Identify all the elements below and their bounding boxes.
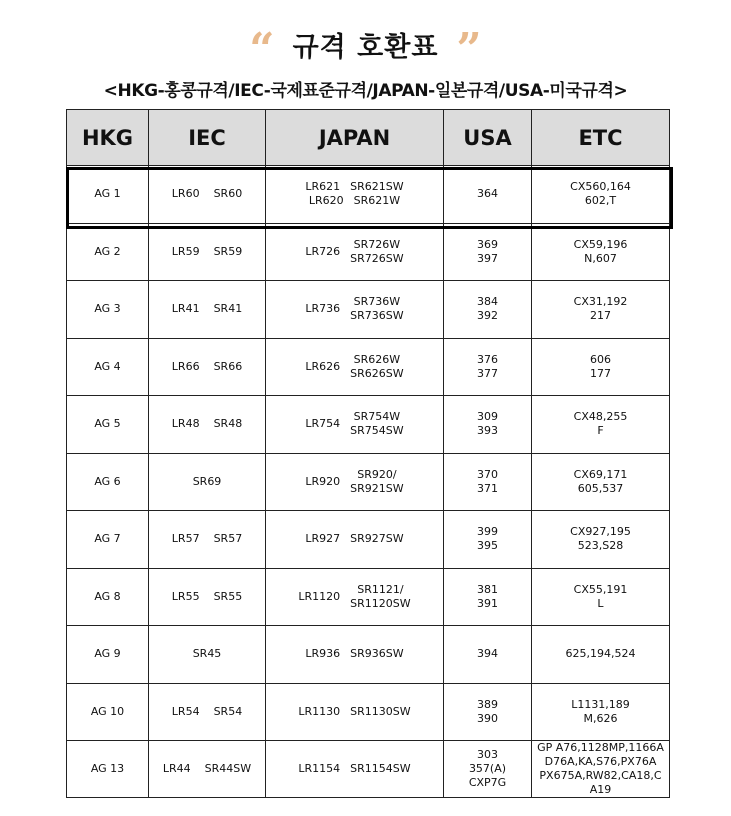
iec-code: SR41 — [213, 302, 243, 316]
cell-usa — [444, 166, 532, 224]
cell-usa — [444, 396, 532, 454]
japan-code: SR726SW — [350, 251, 404, 265]
etc-code: D76A,KA,S76,PX76A — [544, 755, 657, 768]
table-row — [67, 223, 670, 281]
japan-code: SR1121/ — [357, 582, 404, 596]
cell-iec — [149, 396, 266, 454]
usa-code: 392 — [477, 309, 498, 323]
usa-code: 395 — [477, 539, 498, 553]
cell-iec — [149, 626, 266, 684]
japan-code: SR936SW — [350, 647, 404, 661]
cell-hkg: AG 10 — [67, 683, 149, 741]
cell-hkg: AG 6 — [67, 453, 149, 511]
cell-usa — [444, 741, 532, 798]
cell-hkg: AG 3 — [67, 281, 149, 339]
cell-etc — [532, 741, 670, 798]
cell-hkg: AG 2 — [67, 223, 149, 281]
cell-hkg: AG 13 — [67, 741, 149, 798]
japan-code: SR736SW — [350, 309, 404, 323]
cell-usa — [444, 511, 532, 569]
iec-code: LR48 — [171, 417, 200, 431]
iec-code: SR60 — [213, 187, 243, 201]
etc-code: 602,T — [584, 194, 617, 208]
table-row — [67, 741, 670, 798]
japan-code: LR936 — [305, 647, 341, 661]
japan-code: SR626SW — [350, 366, 404, 380]
usa-code: 394 — [477, 647, 498, 661]
table-row — [67, 683, 670, 741]
etc-code: F — [597, 424, 604, 438]
cell-japan — [266, 223, 444, 281]
etc-code: 217 — [590, 309, 611, 323]
cell-hkg: AG 1 — [67, 166, 149, 224]
cell-japan — [266, 626, 444, 684]
usa-code: 376 — [477, 352, 498, 366]
cell-iec — [149, 453, 266, 511]
usa-code: 389 — [477, 697, 498, 711]
column-header-etc: ETC — [532, 110, 670, 166]
japan-code: LR621 — [305, 180, 341, 194]
japan-code: LR1130 — [298, 704, 341, 718]
iec-code: SR54 — [213, 704, 243, 718]
usa-code: 309 — [477, 410, 498, 424]
cell-iec — [149, 223, 266, 281]
usa-code: 381 — [477, 582, 498, 596]
page-subtitle: <HKG-홍콩규격/IEC-국제표준규격/JAPAN-일본규격/USA-미국규격> — [103, 81, 628, 101]
cell-etc — [532, 281, 670, 339]
etc-code: PX675A,RW82,CA18,C — [539, 769, 662, 782]
cell-usa — [444, 568, 532, 626]
cell-hkg: AG 8 — [67, 568, 149, 626]
page-header — [0, 22, 731, 75]
etc-code: M,626 — [583, 711, 618, 725]
table-row — [67, 511, 670, 569]
iec-code: LR59 — [171, 244, 200, 258]
iec-code: SR55 — [213, 589, 243, 603]
etc-code: CX560,164 — [570, 180, 631, 194]
usa-code: 391 — [477, 596, 498, 610]
usa-code: 384 — [477, 295, 498, 309]
japan-code: SR754W — [353, 410, 401, 424]
japan-code: SR1130SW — [350, 704, 411, 718]
etc-code: 625,194,524 — [565, 647, 636, 661]
cell-usa — [444, 626, 532, 684]
usa-code: 371 — [477, 481, 498, 495]
compatibility-table — [66, 109, 670, 798]
usa-code: 393 — [477, 424, 498, 438]
column-header-iec: IEC — [149, 110, 266, 166]
usa-code: 397 — [477, 251, 498, 265]
iec-code: LR44 — [162, 762, 191, 775]
cell-japan — [266, 741, 444, 798]
table-row — [67, 453, 670, 511]
cell-hkg: AG 5 — [67, 396, 149, 454]
usa-code: 357(A) — [468, 762, 507, 775]
open-quote-mark: “ — [249, 24, 275, 75]
usa-code: CXP7G — [468, 776, 507, 789]
japan-code: SR726W — [353, 237, 401, 251]
cell-iec — [149, 338, 266, 396]
cell-etc — [532, 338, 670, 396]
etc-code: N,607 — [584, 251, 617, 265]
usa-code: 369 — [477, 237, 498, 251]
cell-etc — [532, 511, 670, 569]
cell-etc — [532, 453, 670, 511]
column-header-hkg: HKG — [67, 110, 149, 166]
table-row — [67, 281, 670, 339]
etc-code: CX59,196 — [573, 237, 628, 251]
etc-code: CX31,192 — [573, 295, 628, 309]
japan-code: SR621SW — [350, 180, 404, 194]
japan-code: LR920 — [305, 474, 341, 488]
cell-iec — [149, 683, 266, 741]
japan-code: SR626W — [353, 352, 401, 366]
cell-japan — [266, 396, 444, 454]
iec-code: LR41 — [171, 302, 200, 316]
iec-code: LR57 — [171, 532, 200, 546]
usa-code: 364 — [477, 187, 498, 201]
etc-code: 605,537 — [577, 481, 624, 495]
cell-japan — [266, 683, 444, 741]
table-row — [67, 166, 670, 224]
etc-code: A19 — [589, 783, 612, 796]
table-header-row — [67, 110, 670, 166]
iec-code: SR44SW — [204, 762, 252, 775]
close-quote-mark: ” — [456, 24, 482, 75]
cell-usa — [444, 453, 532, 511]
column-header-japan: JAPAN — [266, 110, 444, 166]
cell-japan — [266, 568, 444, 626]
page-title: 규격 호환표 — [292, 31, 439, 63]
cell-japan — [266, 453, 444, 511]
etc-code: L — [597, 596, 604, 610]
iec-code: SR48 — [213, 417, 243, 431]
cell-iec — [149, 166, 266, 224]
table-row — [67, 338, 670, 396]
usa-code: 390 — [477, 711, 498, 725]
cell-japan — [266, 338, 444, 396]
japan-code: SR736W — [353, 295, 401, 309]
table-row — [67, 396, 670, 454]
iec-code: LR54 — [171, 704, 200, 718]
cell-etc — [532, 626, 670, 684]
japan-code: LR1120 — [298, 589, 341, 603]
etc-code: L1131,189 — [571, 697, 630, 711]
column-header-usa: USA — [444, 110, 532, 166]
japan-code: LR736 — [305, 302, 341, 316]
table-row — [67, 626, 670, 684]
cell-iec — [149, 568, 266, 626]
cell-japan — [266, 511, 444, 569]
cell-iec — [149, 741, 266, 798]
cell-usa — [444, 223, 532, 281]
usa-code: 370 — [477, 467, 498, 481]
cell-japan — [266, 166, 444, 224]
cell-etc — [532, 683, 670, 741]
iec-code: LR66 — [171, 359, 200, 373]
usa-code: 399 — [477, 525, 498, 539]
japan-code: SR754SW — [350, 424, 404, 438]
japan-code: LR620 — [308, 194, 344, 208]
japan-code: SR621W — [353, 194, 401, 208]
cell-iec — [149, 281, 266, 339]
iec-code: LR60 — [171, 187, 200, 201]
iec-code: LR55 — [171, 589, 200, 603]
etc-code: 523,S28 — [577, 539, 624, 553]
cell-etc — [532, 223, 670, 281]
etc-code: 177 — [590, 366, 611, 380]
iec-code: SR59 — [213, 244, 243, 258]
japan-code: SR1120SW — [350, 596, 411, 610]
etc-code: CX69,171 — [573, 467, 628, 481]
japan-code: LR754 — [305, 417, 341, 431]
cell-japan — [266, 281, 444, 339]
cell-hkg: AG 4 — [67, 338, 149, 396]
cell-etc — [532, 396, 670, 454]
cell-usa — [444, 338, 532, 396]
japan-code: SR927SW — [350, 532, 404, 546]
etc-code: CX927,195 — [570, 525, 631, 539]
japan-code: SR1154SW — [350, 762, 411, 775]
japan-code: LR927 — [305, 532, 341, 546]
etc-code: GP A76,1128MP,1166A — [537, 741, 664, 754]
cell-etc — [532, 166, 670, 224]
iec-code: SR45 — [192, 647, 222, 661]
cell-usa — [444, 683, 532, 741]
cell-iec — [149, 511, 266, 569]
etc-code: 606 — [590, 352, 611, 366]
etc-code: CX55,191 — [573, 582, 628, 596]
cell-etc — [532, 568, 670, 626]
etc-code: CX48,255 — [573, 410, 628, 424]
japan-code: LR626 — [305, 359, 341, 373]
cell-hkg: AG 7 — [67, 511, 149, 569]
japan-code: LR1154 — [298, 762, 341, 775]
japan-code: SR920/ — [357, 467, 397, 481]
iec-code: SR69 — [192, 474, 222, 488]
cell-usa — [444, 281, 532, 339]
japan-code: LR726 — [305, 244, 341, 258]
table-row — [67, 568, 670, 626]
japan-code: SR921SW — [350, 481, 404, 495]
cell-hkg: AG 9 — [67, 626, 149, 684]
usa-code: 303 — [477, 748, 498, 761]
iec-code: SR57 — [213, 532, 243, 546]
usa-code: 377 — [477, 366, 498, 380]
iec-code: SR66 — [213, 359, 243, 373]
